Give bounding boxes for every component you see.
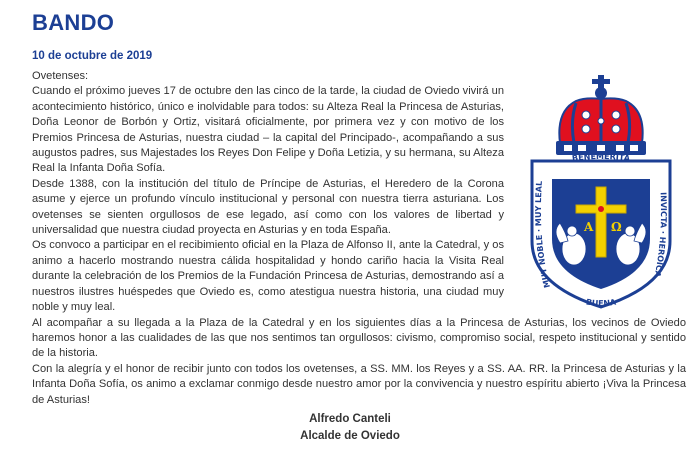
svg-text:BENEMÉRITA: BENEMÉRITA: [571, 151, 631, 164]
oviedo-coat-of-arms: [516, 71, 686, 309]
svg-text:A: A: [584, 220, 594, 234]
crown-icon: [556, 75, 646, 155]
page-title: BANDO: [32, 10, 115, 35]
paragraph: Cuando el próximo jueves 17 de octubre den las cinco de la tarde, la ciudad de Oviedo vivirá un acontecimiento histórico, único e inolvidable para todos: su Alteza Real la Princesa de Asturias, Doña Leonor de Borbón y Ortiz, visitará oficialmente, por primera vez y con motivo de los Premios Princesa de Asturias, nuestra ciudad – la capital del Principado-, acompañando a sus augustos padres, sus Majestades los Reyes Don Felipe y Doña Letizia, y su hermana, su Alteza Real la Infanta Doña Sofía.: [32, 85, 504, 175]
signature-role: Alcalde de Oviedo: [300, 430, 400, 442]
paragraph: Con la alegría y el honor de recibir junto con todos los ovetenses, a SS. MM. los Reyes y a SS. AA. RR. la Princesa de Asturias y la Infanta Doña Sofía, os animo a exclamar conmigo desde nuestro amor por la convivencia y nuestro espíritu abierto ¡Viva la Princesa de Asturias!: [32, 362, 686, 406]
paragraph: Al acompañar a su llegada a la Plaza de la Catedral y en los siguientes días a la Princesa de Asturias, los vecinos de Oviedo haremos honor a las cualidades de las que nos sentimos tan orgullosos: civismo, compromiso social, respeto institucional y sentido de la historia.: [32, 316, 686, 360]
coat-of-arms-icon: [516, 71, 686, 309]
paragraph: Desde 1388, con la institución del título de Príncipe de Asturias, el Heredero de la Corona asume y ejerce un profundo vínculo institucional y personal con nuestra tierra asturiana. Los ovetenses se sienten orgullosos de ese legado, así como con los valores de libertad y universalidad que nuestra ciudad proyecta en Asturias y en toda España.: [32, 177, 504, 237]
paragraph: Ovetenses:: [32, 70, 89, 82]
signature-name: Alfredo Canteli: [309, 413, 391, 425]
document-body: [32, 69, 686, 408]
svg-text:Ω: Ω: [611, 220, 622, 234]
svg-text:MUY NOBLE · MUY LEAL: MUY NOBLE · MUY LEAL: [533, 180, 552, 289]
paragraph: Os convoco a participar en el recibimiento oficial en la Plaza de Alfonso II, ante la Catedral, y os animo a hacerlo mostrando nuestra cálida hospitalidad y hondo cariño hacia la Visita Real durante la celebración de los Premios de la Fundación Princesa de Asturias, demostrando así a nuestros ilustres huéspedes que Oviedo es, como atestigua nuestra historia, una ciudad muy noble y muy leal.: [32, 239, 504, 314]
svg-text:BUENA: BUENA: [585, 297, 617, 309]
document-date: 10 de octubre de 2019: [32, 50, 153, 62]
svg-text:INVICTA · HEROICA: INVICTA · HEROICA: [652, 191, 669, 278]
